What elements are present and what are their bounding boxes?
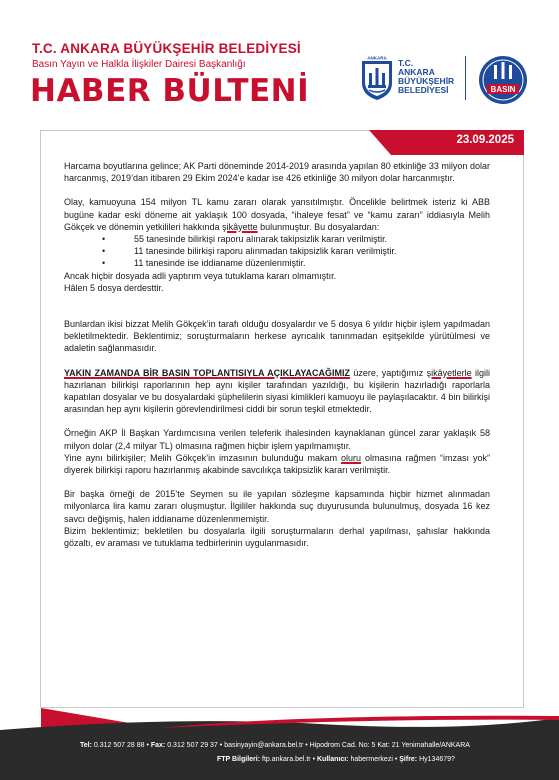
bullet-icon: • <box>102 246 106 257</box>
logo-separator <box>465 56 466 100</box>
paragraph: YAKIN ZAMANDA BİR BASIN TOPLANTISIYLA AÇIKLAYACAĞIMIZ üzere, yaptığımız şikâyetlerle ilgili hazırlanan bilirkişi raporlarının hep aynı kişiler tarafından yazıldığı, bu kişilerin hazırladığı raporlarla kapatılan dosyalar ve bu dosyalardaki şüphelilerin siyasi kimlikleri kamuoyu ile paylaşılacaktır. 4 bin bilirkişi arasından hep aynı kişilerin görevlendirilmesi ciddi bir sorun teşkil etmektedir. <box>64 367 490 415</box>
paragraph: Ancak hiçbir dosyada adli yaptırım veya tutuklama kararı olmamıştır. <box>64 270 337 281</box>
bulletin-date: 23.09.2025 <box>456 134 514 146</box>
abb-logo-line: T.C. <box>398 58 414 68</box>
abb-logo-text <box>398 59 454 95</box>
footer-password: Hy134679? <box>419 756 455 763</box>
abb-logo-line: BELEDİYESİ <box>398 85 449 95</box>
bulletin-title: HABER BÜLTENİ <box>30 73 310 109</box>
footer-contact: Tel: 0.312 507 28 88 • Fax: 0.312 507 29 37 • basinyayin@ankara.bel.tr • Hipodrom Cad. No: 5 Kat: 21 Yenimahalle/ANKARA <box>80 742 470 749</box>
footer-ftp: FTP Bilgileri: ftp.ankara.bel.tr • Kullanıcı: habermerkezi • Şifre: Hy134679? <box>217 756 455 763</box>
footer-email[interactable]: basinyayin@ankara.bel.tr <box>224 742 304 749</box>
list-item: • 11 tanesinde bilirkişi raporu alınmadan takipsizlik kararı verilmiştir. <box>102 246 397 257</box>
paragraph: Hâlen 5 dosya derdesttir. <box>64 282 164 293</box>
paragraph: Bir başka örneği de 2015’te Seymen su ile yapılan sözleşme kapsamında hiçbir hizmet alınmadan milyonlarca lira kamu zararı oluşmuştur. İlgililer hakkında suç duyurusunda bulunulmuş, dosyada 16 kez savcı değişmiş, halen iddianame düzenlenmemiştir. <box>64 489 490 524</box>
paragraph: Olay, kamuoyuna 154 milyon TL kamu zararı olarak yansıtılmıştır. Öncelikle belirtmek isteriz ki ABB bugüne kadar eski döneme ait yaklaşık 100 dosyada, “ihaleye fesat” ve “kamu zararı” iddiasıyla Melih Gökçek ve dönemin yetkilileri hakkında şikâyette bulunmuştur. Bu dosyalardan: <box>64 197 490 232</box>
bulletin-body <box>64 160 490 549</box>
bullet-icon: • <box>102 234 106 245</box>
paragraph: Yine aynı bilirkişiler; Melih Gökçek’in imzasının bulunduğu makam oluru olmasına rağmen “imzası yok” diyerek bilirkişi raporu hazırlanmış akabinde savcılıkça takipsizlik kararı verilmiştir. <box>64 452 490 476</box>
list-item: • 11 tanesinde ise iddianame düzenlenmiştir. <box>102 258 306 269</box>
abb-logo-line: BÜYÜKŞEHİR <box>398 76 455 86</box>
bold-announcement: YAKIN ZAMANDA BİR BASIN TOPLANTISIYLA AÇIKLAYACAĞIMIZ <box>64 367 351 378</box>
basin-logo-icon <box>478 55 528 105</box>
footer-user: habermerkezi <box>350 756 393 763</box>
org-name: T.C. ANKARA BÜYÜKŞEHİR BELEDİYESİ <box>32 41 301 56</box>
footer-phone: 0.312 507 28 88 <box>93 742 145 749</box>
abb-logo-line: ANKARA <box>398 67 435 77</box>
department-name: Basın Yayın ve Halkla İlişkiler Dairesi Başkanlığı <box>32 59 246 70</box>
underlined-term: şikâyette <box>222 221 258 232</box>
paragraph: Bunlardan ikisi bizzat Melih Gökçek’in tarafı olduğu dosyalardır ve 5 dosya 6 yıldır hiçbir işlem yapılmadan bekletilmektedir. Beklentimiz; soruşturmaların herkese ayrıcalık tanınmadan eşitşekilde yürütülmesi ve adaletin sağlanmasıdır. <box>64 319 490 354</box>
footer-address: Hipodrom Cad. No: 5 Kat: 21 Yenimahalle/ANKARA <box>309 742 470 749</box>
paragraph: Harcama boyutlarına gelince; AK Parti döneminde 2014-2019 arasında yapılan 80 etkinliğe 33 milyon dolar harcanmış, 2019’dan itibaren 29 Ekim 2024’e kadar ise 426 etkinliğe 30 milyon dolar harcanmıştır. <box>64 161 490 184</box>
basin-logo-label: BASIN <box>490 85 516 94</box>
footer-wave <box>0 714 559 738</box>
paragraph: Bizim beklentimiz; bekletilen bu dosyalarla ilgili soruşturmaların derhal yapılması, şahıslar hakkında gözaltı, ev araması ve tutuklama tedbirlerinin uygulanmasıdır. <box>64 525 490 549</box>
abb-logo-label: ANKARA <box>367 55 387 61</box>
page-header <box>0 0 559 115</box>
footer-ftp-host[interactable]: ftp.ankara.bel.tr <box>262 756 311 763</box>
underlined-term: oluru <box>341 452 362 463</box>
footer-fax: 0.312 507 29 37 <box>167 742 218 749</box>
paragraph: Örneğin AKP İl Başkan Yardımcısına verilen teleferik ihalesinden kaynaklanan güncel zarar yaklaşık 58 milyon dolar (2,4 milyar TL) olmasına rağmen hiçbir işlem yapılmamıştır. <box>64 428 490 451</box>
list-item: • 55 tanesinde bilirkişi raporu alınarak takipsizlik kararı verilmiştir. <box>102 234 388 245</box>
underlined-term: şikâyetlerle <box>426 367 472 378</box>
bullet-icon: • <box>102 258 106 269</box>
abb-logo-icon <box>359 55 395 101</box>
